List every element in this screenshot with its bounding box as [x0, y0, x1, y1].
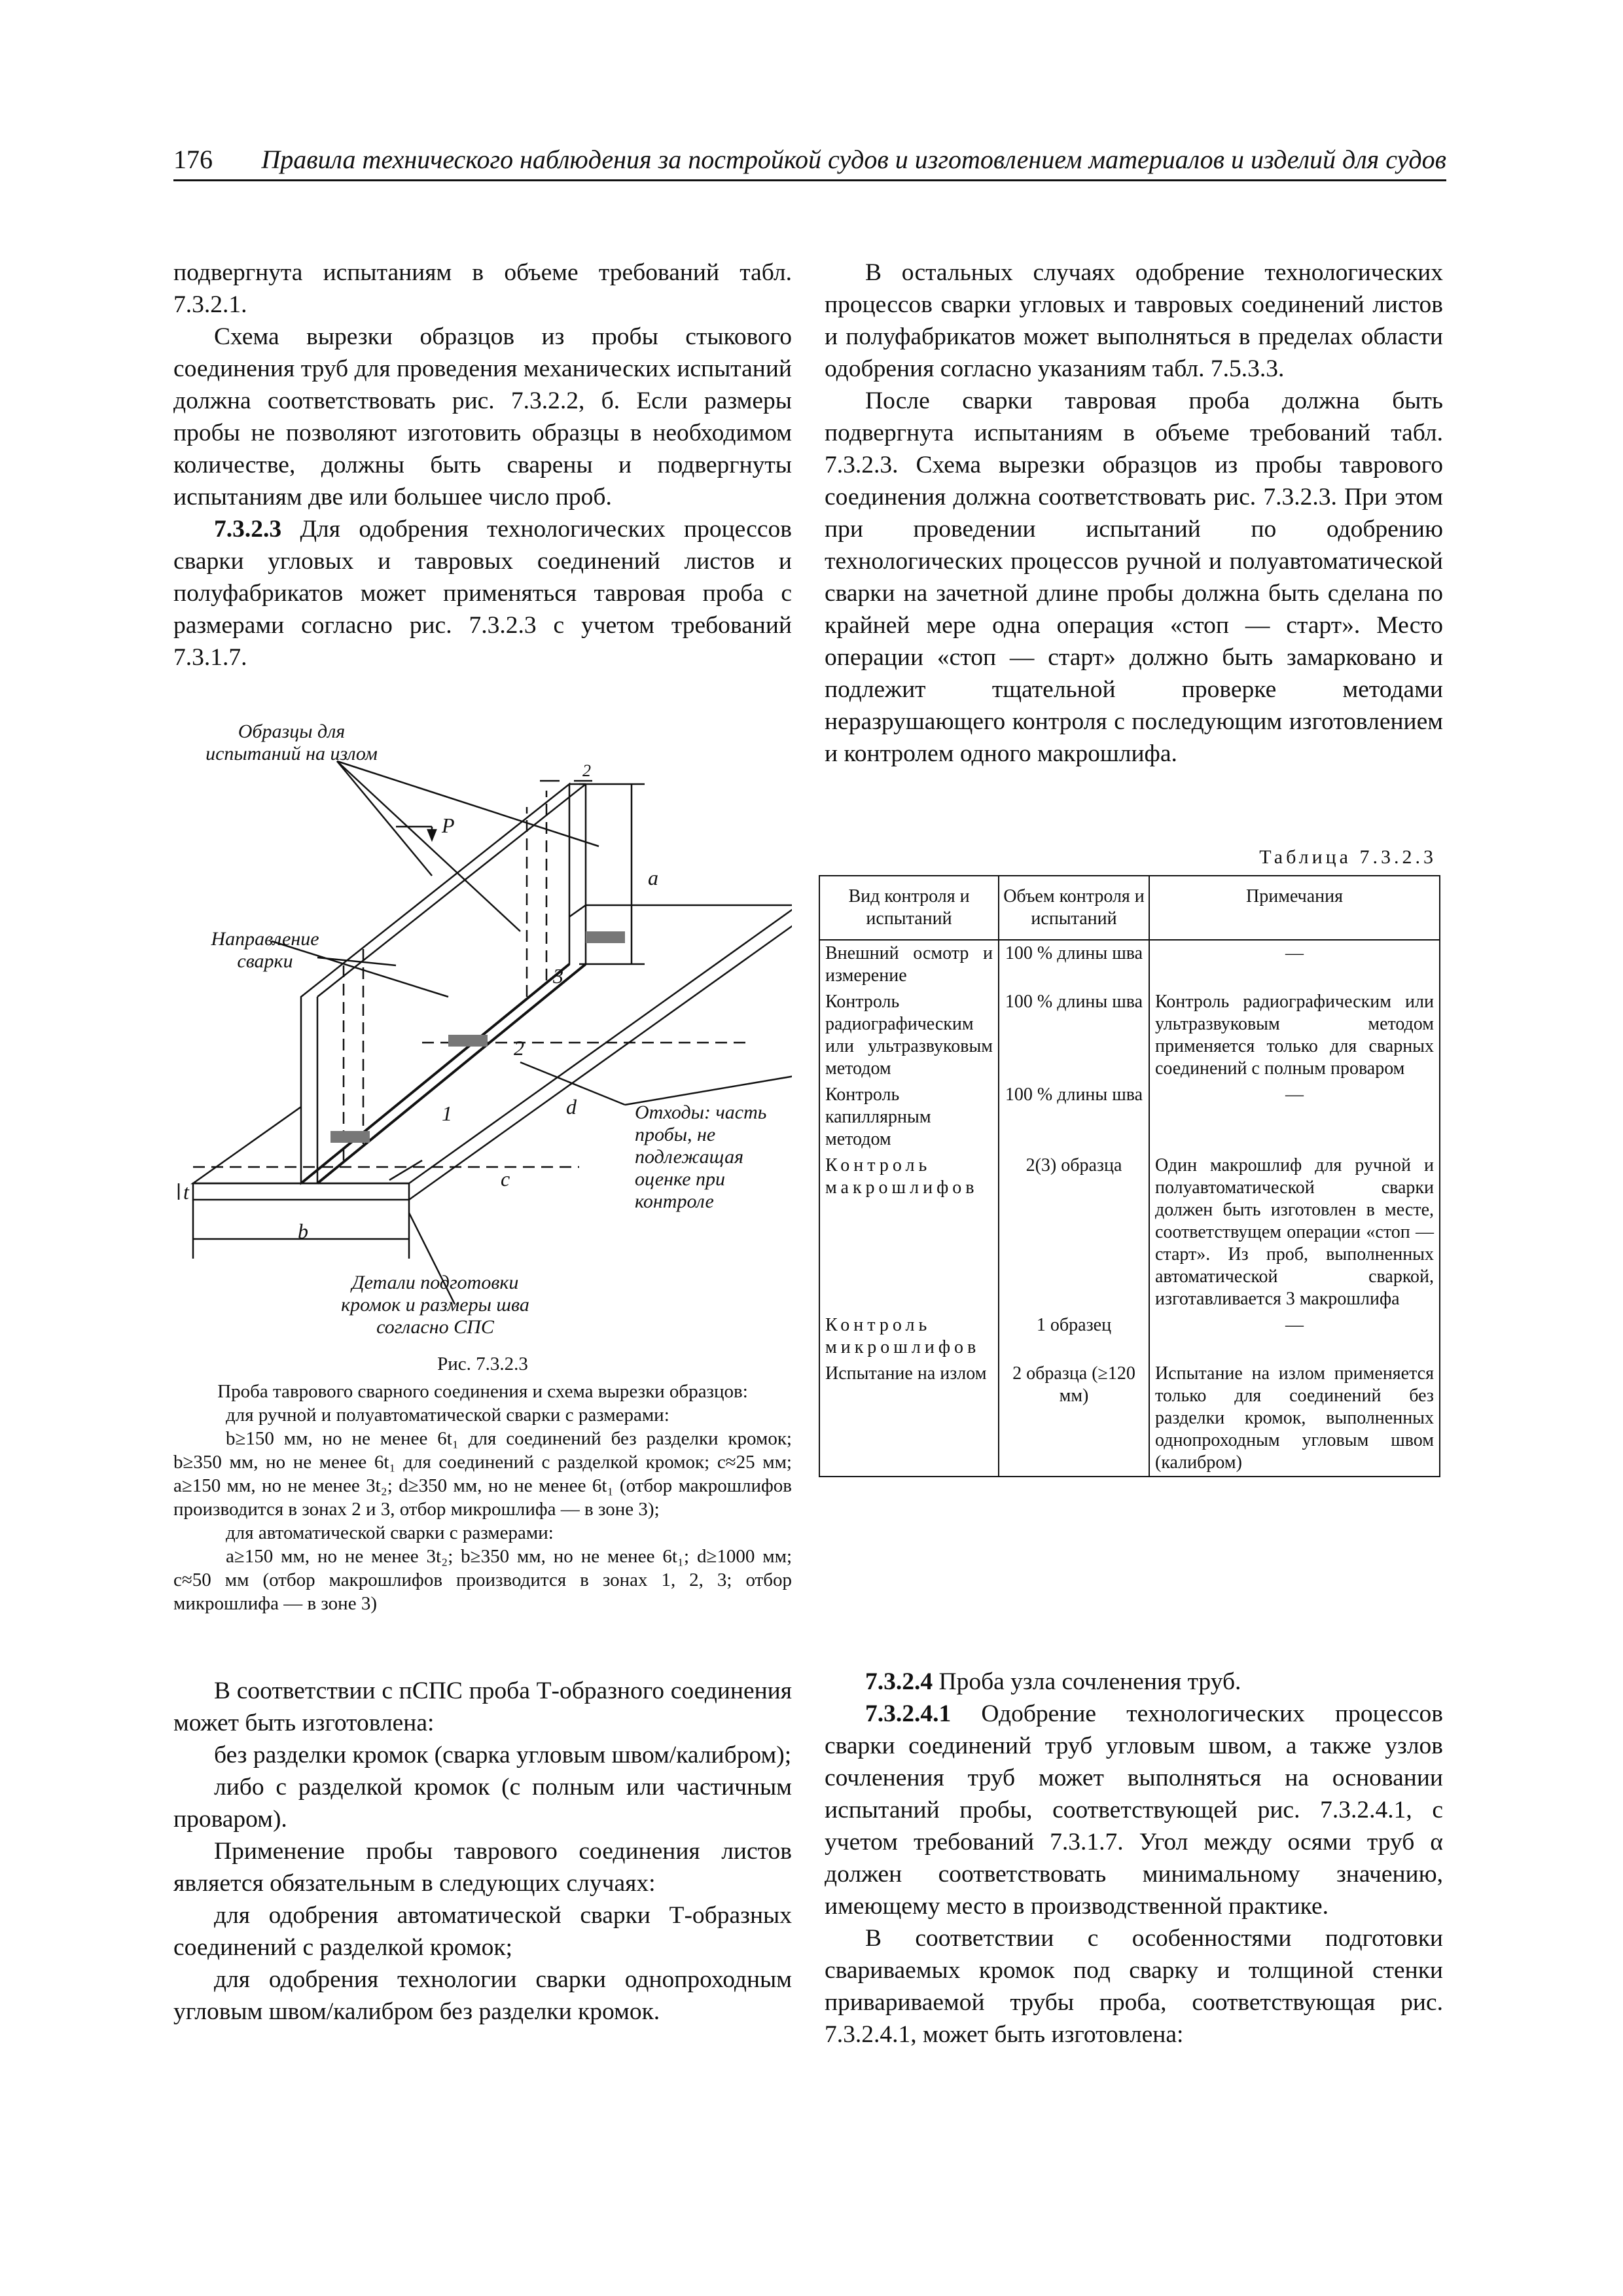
table-row [819, 1153, 1440, 1312]
marker-t: t [183, 1180, 189, 1204]
marker-zone-1: 1 [442, 1102, 452, 1125]
t-joint-drawing [173, 715, 792, 1357]
table-row [819, 1312, 1440, 1361]
paragraph: В соответствии с пСПС проба Т-образного соединения может быть изготовлена: [173, 1677, 792, 1736]
marker-dim-2: 2 [582, 761, 591, 780]
paragraph: для одобрения автоматической сварки Т-образных соединений с разделкой кромок; [173, 1902, 792, 1961]
cell-type: Контроль радиографическим или ультразвуковым методом [819, 989, 999, 1082]
header-cell: Примечания [1149, 876, 1440, 940]
marker-zone-3: 3 [553, 964, 563, 988]
paragraph: После сварки тавровая проба должна быть подвергнута испытаниям в объеме требований табл. 7.3.2.3. Схема вырезки образцов из пробы таврового соединения должна соответствовать рис. 7.3.2.3. При этом при проведении испытаний по одобрению технологических процессов ручной и полуавтоматической сварки на зачетной длине пробы должна быть сделана по крайней мере одна операция «стоп — старт». Место операции «стоп — старт» должно быть замарковано и подлежит тщательной проверке методами неразрушающего контроля с последующим изготовлением и контролем одного макрошлифа. [825, 387, 1443, 767]
label-welding-direction: Направление сварки [211, 928, 319, 972]
label-fracture-samples: Образцы для испытаний на излом [205, 721, 378, 764]
figure-t-joint [173, 715, 792, 1357]
cell-type: Контроль капиллярным методом [819, 1082, 999, 1153]
cell-volume: 100 % длины шва [999, 940, 1149, 989]
section-text: Проба узла сочленения труб. [938, 1668, 1241, 1695]
section-number: 7.3.2.3 [214, 516, 282, 543]
zone-2 [448, 1035, 488, 1047]
cell-note: — [1149, 1082, 1440, 1153]
paragraph: Применение пробы таврового соединения листов является обязательным в следующих случаях: [173, 1838, 792, 1897]
marker-a: a [648, 866, 658, 889]
cell-volume: 100 % длины шва [999, 1082, 1149, 1153]
marker-d: d [566, 1095, 577, 1119]
paragraph [173, 513, 792, 673]
cell-note: Контроль радиографическим или ультразвуковым методом применяется только для сварных соединений с полным проваром [1149, 989, 1440, 1082]
paragraph: В соответствии с особенностями подготовки свариваемых кромок под сварку и толщиной стенки привариваемой трубы проба, соответствующая рис. 7.3.2.4.1, может быть изготовлена: [825, 1925, 1443, 2048]
paragraph: без разделки кромок (сварка угловым швом/калибром); [214, 1742, 792, 1768]
cell-type: Внешний осмотр и измерение [819, 940, 999, 989]
label-waste: Отходы: часть пробы, не подлежащая оценке при контроле [635, 1102, 767, 1212]
right-column-top [825, 257, 1443, 770]
paragraph [825, 1666, 1443, 1698]
table-row [819, 1361, 1440, 1477]
paragraph: либо с разделкой кромок (с полным или частичным проваром). [173, 1774, 792, 1833]
table-row [819, 940, 1440, 989]
paragraph: подвергнута испытаниям в объеме требований табл. 7.3.2.1. [173, 259, 792, 318]
header-cell: Объем контроля и испытаний [999, 876, 1149, 940]
section-text: Одобрение технологических процессов сварки соединений труб угловым швом, а также узлов сочленения труб может выполняться на основании испытаний пробы, соответствующей рис. 7.3.2.4.1, с учетом требований 7.3.1.7. Угол между осями труб α должен соответствовать минимальному значению, имеющему место в производственной практике. [825, 1700, 1443, 1920]
caption-manual-intro: для ручной и полуавтоматической сварки с размерами: [226, 1405, 669, 1426]
right-column-bottom [825, 1666, 1443, 2051]
marker-b: b [298, 1219, 308, 1243]
cell-note: — [1149, 940, 1440, 989]
marker-c: c [501, 1167, 510, 1191]
figure-number: Рис. 7.3.2.3 [437, 1354, 528, 1374]
cell-note: — [1149, 1312, 1440, 1361]
inspection-table [819, 875, 1440, 1477]
caption-auto-intro: для автоматической сварки с размерами: [226, 1522, 554, 1543]
paragraph: для одобрения технологии сварки однопроходным угловым швом/калибром без разделки кромок. [173, 1966, 792, 2025]
paragraph: В остальных случаях одобрение технологических процессов сварки угловых и тавровых соединений листов и полуфабрикатов может выполняться в пределах области одобрения согласно указаниям табл. 7.5.3.3. [825, 259, 1443, 382]
marker-zone-2: 2 [514, 1036, 524, 1060]
cell-volume: 100 % длины шва [999, 989, 1149, 1082]
section-number: 7.3.2.4 [865, 1668, 933, 1695]
figure-caption [173, 1352, 792, 1615]
cell-type: Контроль макрошлифов [819, 1153, 999, 1312]
page-header [173, 139, 1446, 181]
caption-manual-text: b≥150 мм, но не менее 6t₁ для соединений без разделки кромок; b≥350 мм, но не менее 6t₁ для соединений с разделкой кромок; c≈25 мм; a≥150 мм, но не менее 3t₂; d≥350 мм, но не менее 6t₁ (отбор макрошлифов производится в зонах 2 и 3, отбор микрошлифа — в зоне 3); [173, 1428, 792, 1520]
table-title: Таблица 7.3.2.3 [1259, 846, 1436, 868]
left-column-top [173, 257, 792, 673]
zone-3 [586, 931, 625, 943]
caption-auto-text: a≥150 мм, но не менее 3t₂; b≥350 мм, но не менее 6t₁; d≥1000 мм; c≈50 мм (отбор макрошлифов производится в зонах 1, 2, 3; отбор микрошлифа — в зоне 3) [173, 1546, 792, 1614]
label-edge-details: Детали подготовки кромок и размеры шва согласно СПС [341, 1272, 529, 1338]
cell-volume: 2(3) образца [999, 1153, 1149, 1312]
cell-volume: 2 образца (≥120 мм) [999, 1361, 1149, 1477]
paragraph [825, 1698, 1443, 1922]
base-plate-edge [193, 1183, 409, 1200]
zone-1 [330, 1131, 370, 1143]
caption-title: Проба таврового сварного соединения и схема вырезки образцов: [217, 1381, 748, 1402]
table-header-row [819, 876, 1440, 940]
cell-type: Контроль микрошлифов [819, 1312, 999, 1361]
cell-type: Испытание на излом [819, 1361, 999, 1477]
table-row [819, 989, 1440, 1082]
cell-note: Испытание на излом применяется только для соединений без разделки кромок, выполненных однопроходным угловым швом (калибром) [1149, 1361, 1440, 1477]
section-number: 7.3.2.4.1 [865, 1700, 952, 1727]
left-column-bottom [173, 1675, 792, 2028]
paragraph: Схема вырезки образцов из пробы стыкового соединения труб для проведения механических испытаний должна соответствовать рис. 7.3.2.2, б. Если размеры пробы не позволяют изготовить образцы в необходимом количестве, должны быть сварены и подвергнуты испытаниям две или большее число проб. [173, 323, 792, 511]
header-cell: Вид контроля и испытаний [819, 876, 999, 940]
marker-p: P [442, 814, 455, 837]
page-number: 176 [173, 145, 213, 174]
section-text: Для одобрения технологических процессов сварки угловых и тавровых соединений листов и полуфабрикатов может применяться тавровая проба с размерами согласно рис. 7.3.2.3 с учетом требований 7.3.1.7. [173, 516, 792, 671]
cell-volume: 1 образец [999, 1312, 1149, 1361]
running-title: Правила технического наблюдения за постройкой судов и изготовлением материалов и изделий для судов [261, 145, 1446, 174]
cell-note: Один макрошлиф для ручной и полуавтоматической сварки должен быть изготовлен в месте, соответствущем операции «стоп — старт». Из проб, выполненных автоматической сваркой, изготавливается 3 макрошлифа [1149, 1153, 1440, 1312]
table-row [819, 1082, 1440, 1153]
